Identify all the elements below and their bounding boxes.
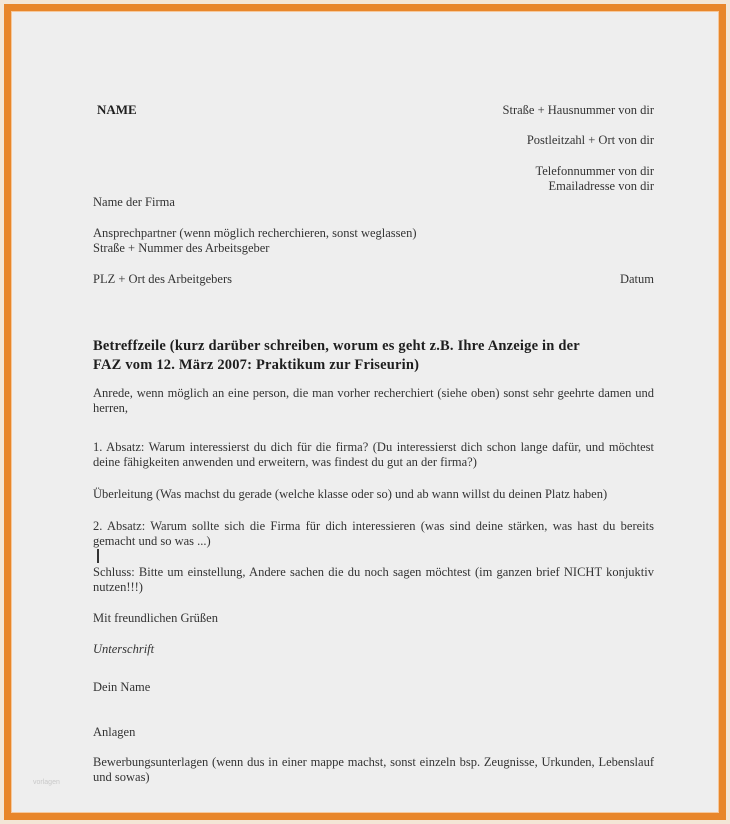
salutation: Anrede, wenn möglich an eine person, die man vorher recherchiert (siehe oben) sonst sehr geehrte damen und herren, (93, 386, 654, 415)
sender-phone: Telefonnummer von dir (535, 164, 654, 178)
watermark: vorlagen (33, 779, 60, 786)
paragraph-1: 1. Absatz: Warum interessierst du dich für die firma? (Du interessierst dich schon lange dafür, und möchtest deine fähigkeiten anwenden und erweitern, was findest du gut an der firma?) (93, 440, 654, 469)
sender-postal-city: Postleitzahl + Ort von dir (526, 133, 654, 147)
subject-line-1: Betreffzeile (kurz darüber schreiben, worum es geht z.B. Ihre Anzeige in der (93, 338, 580, 354)
recipient-contact: Ansprechpartner (wenn möglich recherchieren, sonst weglassen) (93, 226, 417, 240)
attachments-text: Bewerbungsunterlagen (wenn dus in einer mappe machst, sonst einzeln bsp. Zeugnisse, Urkunden, Lebenslauf und sowas) (93, 755, 654, 784)
attachments-label: Anlagen (93, 725, 136, 739)
sender-email: Emailadresse von dir (548, 179, 654, 193)
transition-paragraph: Überleitung (Was machst du gerade (welche klasse oder so) und ab wann willst du deinen Platz haben) (93, 487, 608, 501)
paragraph-2: 2. Absatz: Warum sollte sich die Firma für dich interessieren (was sind deine stärken, was hast du bereits gemacht und so was ...) (93, 519, 654, 548)
sender-street: Straße + Hausnummer von dir (502, 103, 654, 117)
recipient-street: Straße + Nummer des Arbeitsgeber (93, 241, 270, 255)
date-label: Datum (619, 272, 654, 286)
subject-line-2: FAZ vom 12. März 2007: Praktikum zur Friseurin) (93, 357, 420, 373)
closing-greeting: Mit freundlichen Grüßen (93, 611, 218, 625)
text-cursor (97, 549, 99, 563)
closing-paragraph: Schluss: Bitte um einstellung, Andere sachen die du noch sagen möchtest (im ganzen brief NICHT konjuktiv nutzen!!!) (93, 565, 654, 594)
signature-placeholder: Unterschrift (93, 642, 155, 656)
recipient-postal-city: PLZ + Ort des Arbeitgebers (93, 272, 232, 286)
letter-page (11, 11, 719, 813)
recipient-company: Name der Firma (93, 195, 175, 209)
document-frame (4, 4, 726, 820)
sender-name: NAME (97, 102, 137, 117)
signer-name: Dein Name (93, 680, 151, 694)
